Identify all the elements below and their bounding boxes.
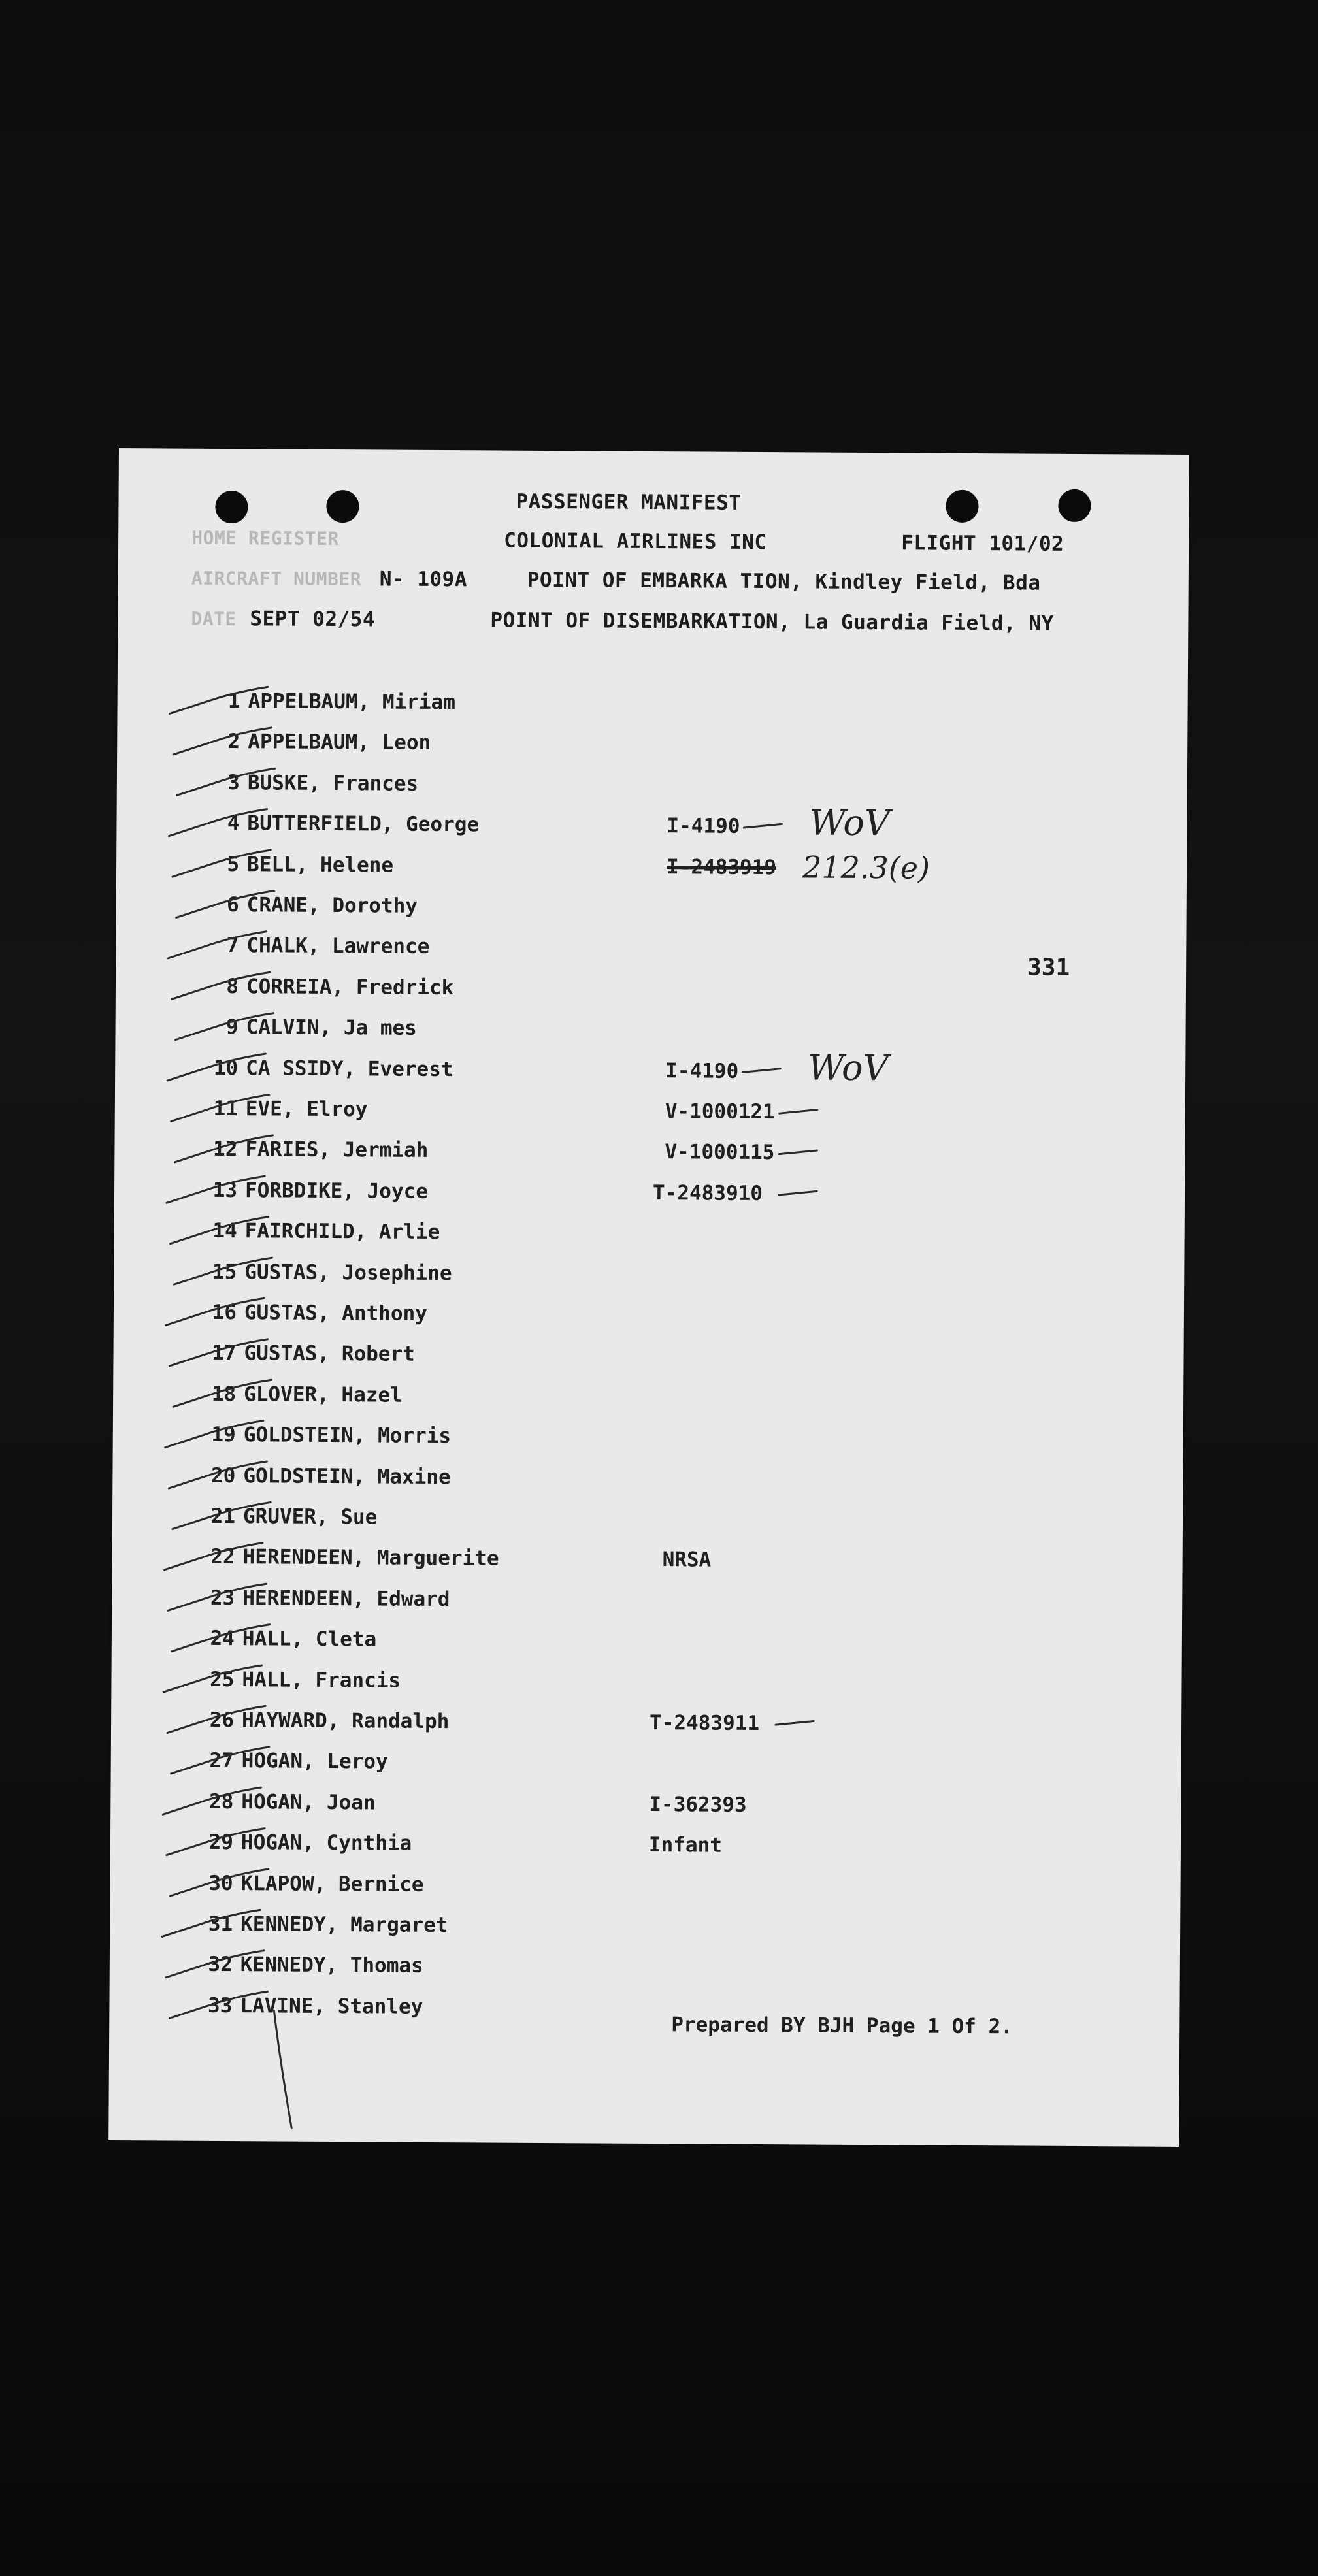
passenger-name: HERENDEEN, Edward <box>242 1586 450 1611</box>
airline-name: COLONIAL AIRLINES INC <box>504 529 767 555</box>
passenger-number: 10 <box>213 1056 239 1080</box>
passenger-name: APPELBAUM, Miriam <box>248 689 456 715</box>
passenger-number: 27 <box>209 1749 234 1773</box>
passenger-row <box>110 1952 1180 1999</box>
passenger-name: KENNEDY, Margaret <box>240 1912 448 1938</box>
passenger-number: 17 <box>212 1341 237 1365</box>
passenger-row <box>112 1504 1183 1551</box>
manifest-page <box>108 448 1189 2147</box>
passenger-row <box>110 1830 1181 1877</box>
punch-hole-3 <box>946 490 978 523</box>
embarkation-point: POINT OF EMBARKA TION, Kindley Field, Bda <box>527 568 1041 595</box>
flight-number: FLIGHT 101/02 <box>901 531 1064 556</box>
passenger-row <box>110 1789 1181 1836</box>
passenger-number: 26 <box>209 1708 235 1733</box>
passenger-number: 8 <box>226 974 239 998</box>
passenger-row <box>116 933 1186 980</box>
passenger-row <box>112 1463 1183 1510</box>
prepared-by-footer: Prepared BY BJH Page 1 Of 2. <box>671 2013 1013 2039</box>
passenger-number: 33 <box>208 1993 233 2017</box>
passenger-number: 24 <box>210 1627 235 1651</box>
passenger-number: 16 <box>212 1300 237 1325</box>
passenger-number: 6 <box>226 893 239 917</box>
passenger-document: V-1000121 <box>665 1100 775 1124</box>
passenger-row <box>114 1300 1184 1347</box>
date-label: DATE <box>191 608 237 630</box>
passenger-row <box>114 1137 1185 1184</box>
passenger-name: GUSTAS, Josephine <box>244 1260 452 1285</box>
passenger-number: 13 <box>212 1178 238 1202</box>
passenger-number: 20 <box>210 1463 236 1488</box>
passenger-number: 9 <box>225 1015 239 1039</box>
passenger-row <box>112 1586 1182 1633</box>
passenger-number: 21 <box>210 1504 236 1529</box>
passenger-row <box>117 689 1187 736</box>
passenger-name: FORBDIKE, Joyce <box>244 1178 429 1203</box>
passenger-row <box>116 849 1187 899</box>
passenger-name: CALVIN, Ja mes <box>246 1015 417 1040</box>
passenger-name: CA SSIDY, Everest <box>246 1056 453 1081</box>
passenger-row <box>111 1708 1181 1755</box>
passenger-document: I-362393 <box>649 1792 747 1817</box>
passenger-row <box>112 1544 1182 1591</box>
passenger-row <box>117 729 1187 776</box>
punch-hole-4 <box>1058 489 1091 522</box>
passenger-document: I-4190 <box>667 814 740 839</box>
passenger-name: BUTTERFIELD, George <box>247 811 480 837</box>
passenger-row <box>109 1993 1179 2040</box>
passenger-name: HOGAN, Cynthia <box>240 1831 412 1855</box>
passenger-number: 12 <box>213 1137 238 1162</box>
passenger-row <box>115 1047 1185 1103</box>
passenger-name: GLOVER, Hazel <box>244 1382 403 1407</box>
passenger-name: KLAPOW, Bernice <box>240 1871 424 1897</box>
passenger-name: CRANE, Dorothy <box>246 893 418 918</box>
passenger-number: 28 <box>208 1789 234 1814</box>
passenger-name: HAYWARD, Randalph <box>241 1708 450 1734</box>
passenger-name: BUSKE, Frances <box>247 771 419 796</box>
passenger-number: 25 <box>210 1667 235 1691</box>
passenger-row <box>113 1382 1183 1429</box>
passenger-number: 32 <box>208 1953 233 1977</box>
passenger-row <box>116 892 1186 939</box>
passenger-name: HALL, Francis <box>242 1667 401 1693</box>
disembarkation-point: POINT OF DISEMBARKATION, La Guardia Field, NY <box>490 608 1054 636</box>
passenger-number: 22 <box>210 1545 235 1569</box>
passenger-number: 4 <box>227 811 240 836</box>
passenger-name: HOGAN, Leroy <box>241 1749 388 1774</box>
aircraft-number: N- 109A <box>379 567 468 592</box>
passenger-number: 31 <box>208 1912 233 1936</box>
passenger-name: GUSTAS, Robert <box>244 1341 415 1367</box>
handwritten-note: WoV <box>809 802 891 844</box>
punch-hole-2 <box>326 490 359 523</box>
passenger-name: BELL, Helene <box>247 852 394 877</box>
passenger-number: 3 <box>227 770 240 794</box>
passenger-row <box>111 1667 1181 1714</box>
passenger-name: GRUVER, Sue <box>242 1505 378 1529</box>
passenger-number: 2 <box>227 730 240 754</box>
passenger-name: HALL, Cleta <box>242 1627 377 1652</box>
passenger-number: 29 <box>208 1831 234 1855</box>
passenger-name: CHALK, Lawrence <box>246 934 430 959</box>
passenger-number: 18 <box>211 1382 237 1406</box>
passenger-name: FAIRCHILD, Arlie <box>244 1219 440 1245</box>
passenger-document: V-1000115 <box>665 1140 775 1165</box>
passenger-row <box>115 1015 1185 1062</box>
passenger-row <box>117 770 1187 817</box>
passenger-number: 23 <box>210 1586 235 1610</box>
passenger-row <box>114 1260 1184 1307</box>
passenger-number: 5 <box>227 852 240 876</box>
home-register-label: HOME REGISTER <box>191 527 339 550</box>
passenger-row <box>112 1626 1182 1673</box>
passenger-number: 14 <box>212 1219 237 1243</box>
aircraft-label: AIRCRAFT NUMBER <box>191 567 362 591</box>
passenger-row <box>110 1912 1180 1959</box>
passenger-number: 11 <box>213 1096 238 1121</box>
passenger-row <box>116 974 1186 1021</box>
passenger-name: GOLDSTEIN, Maxine <box>243 1463 451 1489</box>
handwritten-note: WoV <box>808 1047 889 1088</box>
passenger-row <box>110 1748 1181 1795</box>
passenger-name: EVE, Elroy <box>245 1097 368 1122</box>
passenger-document: T-2483910 <box>652 1181 763 1205</box>
punch-hole-1 <box>215 491 248 523</box>
passenger-row <box>114 1178 1185 1225</box>
passenger-document: I-4190 <box>665 1058 739 1083</box>
passenger-row <box>115 1096 1185 1143</box>
passenger-name: LAVINE, Stanley <box>240 1993 423 2019</box>
passenger-row <box>110 1871 1180 1918</box>
passenger-number: 19 <box>211 1423 236 1447</box>
passenger-row <box>113 1341 1183 1388</box>
passenger-name: CORREIA, Fredrick <box>246 975 454 1000</box>
passenger-name: HERENDEEN, Marguerite <box>242 1545 499 1571</box>
passenger-name: APPELBAUM, Leon <box>248 730 431 755</box>
page-stamp-number: 331 <box>1027 954 1070 981</box>
handwritten-note: 212.3(e) <box>802 849 931 886</box>
passenger-name: KENNEDY, Thomas <box>240 1953 423 1978</box>
passenger-document: NRSA <box>662 1548 712 1572</box>
passenger-document: I-2483919 <box>666 855 777 879</box>
passenger-row <box>114 1218 1184 1265</box>
passenger-name: GOLDSTEIN, Morris <box>243 1423 452 1448</box>
passenger-name: HOGAN, Joan <box>241 1789 376 1815</box>
passenger-name: FARIES, Jermiah <box>245 1137 429 1163</box>
passenger-row <box>113 1422 1183 1469</box>
passenger-number: 15 <box>212 1260 237 1284</box>
flight-date: SEPT 02/54 <box>250 607 376 632</box>
passenger-number: 7 <box>226 934 239 958</box>
passenger-number: 1 <box>227 689 240 713</box>
passenger-name: GUSTAS, Anthony <box>244 1301 427 1326</box>
passenger-document: T-2483911 <box>649 1710 760 1736</box>
passenger-document: Infant <box>648 1833 723 1857</box>
manifest-title: PASSENGER MANIFEST <box>516 489 742 515</box>
passenger-row <box>116 802 1187 858</box>
passenger-number: 30 <box>208 1871 233 1895</box>
